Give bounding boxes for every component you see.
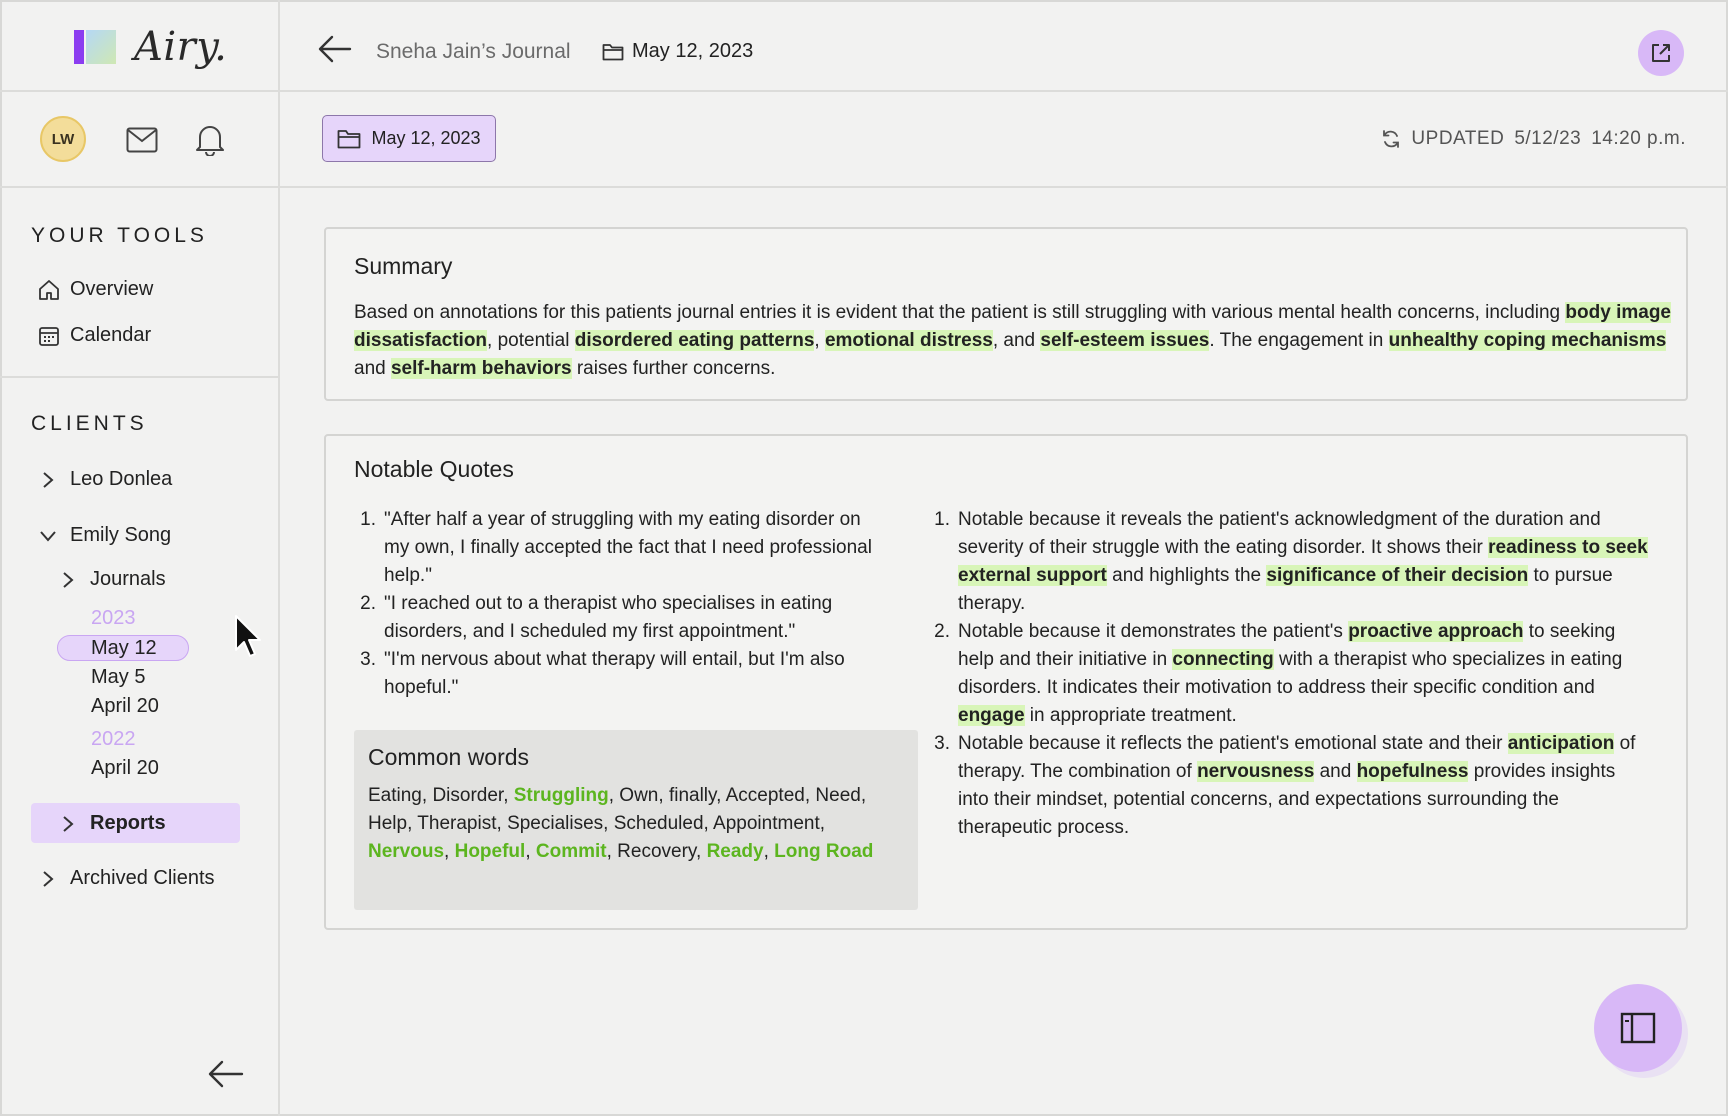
date-chip[interactable] [322, 115, 496, 162]
summary-text [354, 299, 1674, 383]
note-part: to pursue therapy. [958, 565, 1613, 614]
updated-status [1381, 128, 1686, 150]
keyword: Hopeful [454, 841, 526, 862]
breadcrumb-journal[interactable]: Sneha Jain’s Journal [376, 40, 571, 63]
breadcrumb-date[interactable] [602, 40, 753, 63]
reports-label: Reports [90, 812, 166, 834]
summary-highlight: self-harm behaviors [390, 358, 572, 379]
chevron-down-icon [38, 526, 58, 546]
quote-list [354, 506, 874, 702]
updated-date: 5/12/23 [1514, 128, 1582, 149]
word: Therapist [417, 813, 497, 834]
year-2023: 2023 [91, 607, 136, 629]
summary-text-part: raises further concerns. [571, 358, 776, 379]
journal-date-april-20-2022[interactable]: April 20 [91, 757, 159, 779]
date-chip-label: May 12, 2023 [371, 128, 481, 148]
folder-icon [602, 43, 624, 61]
list-item: 2. Notable because it demonstrates the patient's proactive approach to seeking help and their initiative in connecting with a therapist who specializes in eating disorders. It indicates their motivation to address their specific condition and engage in appropriate treatment. [928, 618, 1648, 730]
top-bar [280, 0, 1728, 92]
common-words-title: Common words [368, 744, 530, 770]
tools-section [0, 188, 280, 378]
note-highlight: hopefulness [1356, 761, 1469, 782]
mail-icon[interactable] [122, 120, 162, 160]
list-item: 1. Notable because it reveals the patient's acknowledgment of the duration and severity of their struggle with the eating disorder. It shows their readiness to seek external support and highlights the significance of their decision to pursue therapy. [928, 506, 1648, 618]
tools-title: YOUR TOOLS [31, 224, 208, 247]
quote-text: "After half a year of struggling with my eating disorder on my own, I finally accepted the fact that I need professional help." [384, 509, 872, 586]
reports-item[interactable] [31, 803, 240, 843]
summary-text-part: . The engagement in [1209, 330, 1389, 351]
sidebar-panel-icon [1620, 1012, 1656, 1044]
back-arrow-icon[interactable] [318, 34, 352, 64]
user-row [0, 92, 280, 188]
word: Specialises [507, 813, 604, 834]
avatar[interactable]: LW [40, 116, 86, 162]
tool-calendar[interactable] [38, 324, 151, 347]
note-highlight: readiness to seek external support [958, 537, 1648, 586]
client-label: Emily Song [70, 524, 172, 546]
calendar-icon [38, 325, 60, 347]
tool-overview[interactable] [38, 278, 153, 301]
word: Recovery [617, 841, 697, 862]
word: Eating [368, 785, 422, 806]
note-highlight: anticipation [1507, 733, 1615, 754]
journal-date-april-20-2023[interactable]: April 20 [91, 695, 159, 717]
keyword: Commit [535, 841, 607, 862]
summary-highlight: self-esteem issues [1040, 330, 1210, 351]
notes-list [928, 506, 1648, 842]
note-text [958, 618, 1648, 730]
folder-icon [337, 129, 361, 149]
summary-highlight: unhealthy coping mechanisms [1388, 330, 1667, 351]
collapse-sidebar-arrow-icon[interactable] [208, 1058, 244, 1090]
summary-text-part: and [354, 358, 391, 379]
keyword: Ready [706, 841, 764, 862]
clients-title: CLIENTS [31, 412, 148, 435]
note-part: in appropriate treatment. [1024, 705, 1237, 726]
external-link-icon [1650, 42, 1672, 64]
note-part: Notable because it reflects the patient's emotional state and their [958, 733, 1508, 754]
breadcrumb-date-label: May 12, 2023 [632, 40, 754, 62]
word: Own [619, 785, 659, 806]
summary-text-part: , and [992, 330, 1041, 351]
chevron-right-icon [38, 869, 58, 889]
note-highlight: proactive approach [1348, 621, 1524, 642]
bell-icon[interactable] [190, 118, 230, 160]
refresh-icon[interactable] [1381, 129, 1401, 149]
chevron-right-icon [38, 470, 58, 490]
note-part: of therapy. The combination of [958, 733, 1636, 782]
word: finally [668, 785, 717, 806]
logo-mark-icon [74, 30, 116, 64]
updated-time: 14:20 p.m. [1591, 128, 1686, 149]
year-2022: 2022 [91, 728, 136, 750]
note-part: Notable because it demonstrates the patient's [958, 621, 1349, 642]
word: Scheduled [613, 813, 704, 834]
tool-calendar-label: Calendar [70, 324, 152, 346]
note-text [958, 506, 1648, 618]
client-leo-donlea[interactable] [38, 468, 172, 491]
quote-text: "I reached out to a therapist who specialises in eating disorders, and I scheduled my first appointment." [384, 593, 833, 642]
mouse-cursor-icon [234, 614, 262, 663]
common-words-list: Eating, Disorder, Struggling, Own, finally, Accepted, Need, Help, Therapist, Specialises, Scheduled, Appointment, Nervous, Hopeful, Commit, Recovery, Ready, Long Road [368, 785, 874, 862]
reports-row [58, 812, 166, 835]
client-label: Leo Donlea [70, 468, 173, 490]
note-highlight: nervousness [1197, 761, 1315, 782]
toggle-panel-button[interactable] [1594, 984, 1682, 1072]
chevron-right-icon [58, 570, 78, 590]
logo-text: Airy. [134, 24, 228, 70]
note-part: and highlights the [1106, 565, 1267, 586]
updated-label: UPDATED [1411, 128, 1505, 149]
open-external-button[interactable] [1638, 30, 1684, 76]
summary-highlight: emotional distress [824, 330, 993, 351]
word: Disorder [432, 785, 504, 806]
sub-bar [280, 92, 1728, 188]
notable-quotes-card [324, 434, 1688, 930]
word: Appointment [713, 813, 820, 834]
note-part: with a therapist who specializes in eating disorders. It indicates their motivation to address their specific condition and [958, 649, 1623, 698]
logo-row [0, 0, 280, 92]
chevron-right-icon [58, 814, 78, 834]
summary-text-part: , potential [487, 330, 575, 351]
note-highlight: connecting [1172, 649, 1274, 670]
summary-card [324, 227, 1688, 401]
summary-title: Summary [354, 253, 453, 279]
client-emily-song[interactable] [38, 524, 171, 547]
list-item: 1. "After half a year of struggling with my eating disorder on my own, I finally accepted the fact that I need professional help." [354, 506, 874, 590]
journal-date-may-5[interactable]: May 5 [91, 666, 146, 688]
quotes-title: Notable Quotes [354, 456, 514, 482]
sidebar [0, 0, 280, 1116]
home-icon [38, 279, 60, 301]
note-part: and [1314, 761, 1357, 782]
list-item: 2. "I reached out to a therapist who specialises in eating disorders, and I scheduled my first appointment." [354, 590, 874, 646]
journal-date-may-12[interactable]: May 12 [91, 637, 157, 659]
list-item: 3. "I'm nervous about what therapy will entail, but I'm also hopeful." [354, 646, 874, 702]
tool-overview-label: Overview [70, 278, 154, 300]
common-words-box [354, 730, 918, 910]
summary-text-part: , [814, 330, 825, 351]
keyword: Nervous [368, 841, 445, 862]
keyword: Long Road [774, 841, 874, 862]
summary-highlight: body image dissatisfaction [354, 302, 1671, 351]
word: Accepted [725, 785, 805, 806]
word: Help [368, 813, 408, 834]
list-item: 3. Notable because it reflects the patient's emotional state and their anticipation of therapy. The combination of nervousness and hopefulness provides insights into their mindset, potential concerns, and expectations surrounding the therapeutic process. [928, 730, 1648, 842]
note-highlight: engage [958, 705, 1025, 726]
note-highlight: significance of their decision [1266, 565, 1529, 586]
word: Need [815, 785, 861, 806]
note-part: provides insights into their mindset, potential concerns, and expectations surrounding the therapeutic process. [958, 761, 1616, 838]
summary-text-part: Based on annotations for this patients journal entries it is evident that the patient is still struggling with various mental health concerns, including [354, 302, 1566, 323]
archived-label: Archived Clients [70, 867, 215, 889]
note-part: to seeking help and their initiative in [958, 621, 1616, 670]
journals-label: Journals [90, 568, 166, 590]
archived-clients[interactable] [38, 867, 215, 890]
quote-text: "I'm nervous about what therapy will entail, but I'm also hopeful." [384, 649, 845, 698]
note-text [958, 730, 1648, 842]
note-part: Notable because it reveals the patient's acknowledgment of the duration and severity of their struggle with the eating disorder. It shows their [958, 509, 1601, 558]
keyword: Struggling [513, 785, 609, 806]
summary-highlight: disordered eating patterns [574, 330, 815, 351]
journals-folder[interactable] [58, 568, 166, 591]
